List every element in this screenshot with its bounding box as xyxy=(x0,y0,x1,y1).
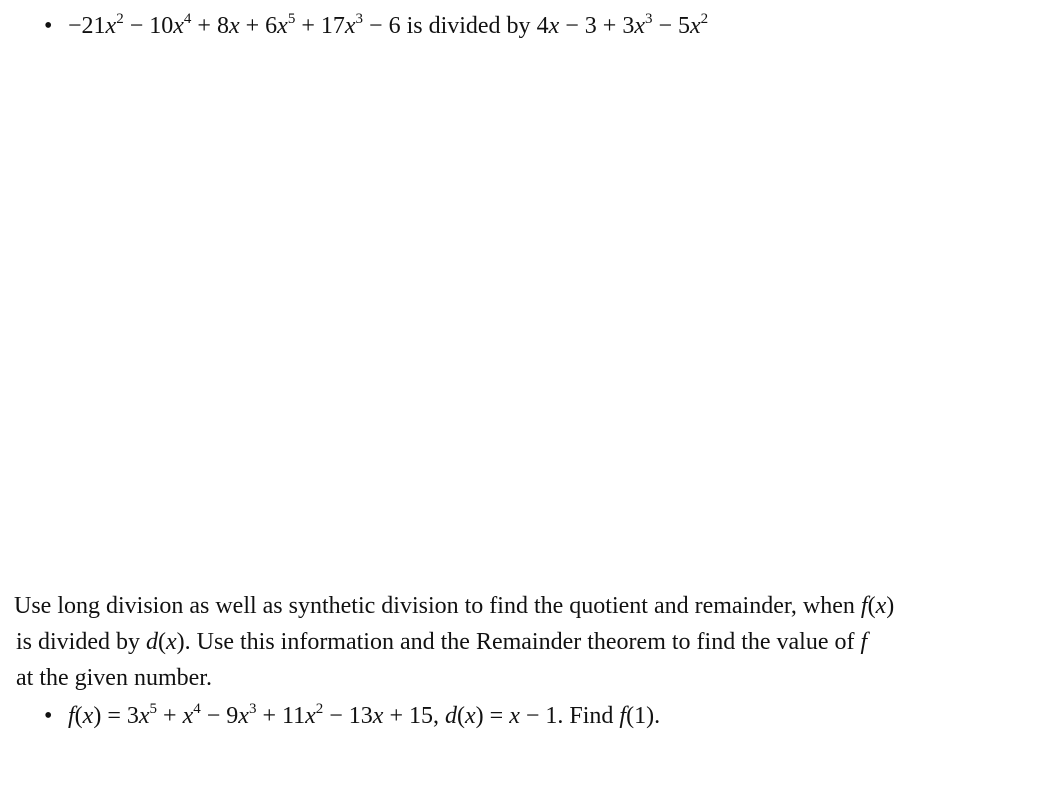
dividend-expression: $-21x^2 - 10x^4 + 8x + 6x^5 + 17x^3 - 6$ xyxy=(68,11,401,39)
problem-line-1 xyxy=(14,590,894,622)
problem-text-2a: is divided by xyxy=(16,629,140,655)
f-definition: $f(x) = 3x^5 + x^4 - 9x^3 + 11x^2 - 13x + 15$, xyxy=(68,701,439,729)
problem-text-3: at the given number. xyxy=(16,665,212,691)
d-of-x: d(x) xyxy=(146,629,185,655)
item1-line xyxy=(44,10,708,42)
find-text: Find xyxy=(569,703,614,729)
bullet-icon: • xyxy=(44,703,53,729)
problem-line-2 xyxy=(16,626,867,658)
f-eval: f(1). xyxy=(619,703,661,729)
problem-line-3 xyxy=(16,662,212,694)
f-symbol: f xyxy=(860,629,868,655)
problem-text-1: Use long division as well as synthetic division to find the quotient and remainder, when xyxy=(14,593,855,619)
f-of-x: f(x) xyxy=(860,593,895,619)
d-definition: d(x) = x − 1. xyxy=(445,703,564,729)
connector-text: is divided by xyxy=(406,13,531,39)
divisor-expression: $4x - 3 + 3x^3 - 5x^2$ xyxy=(536,11,709,39)
bullet-icon: • xyxy=(44,13,53,39)
item2-line xyxy=(44,700,660,732)
problem-text-2b: . Use this information and the Remainder theorem to find the value of xyxy=(184,629,855,655)
